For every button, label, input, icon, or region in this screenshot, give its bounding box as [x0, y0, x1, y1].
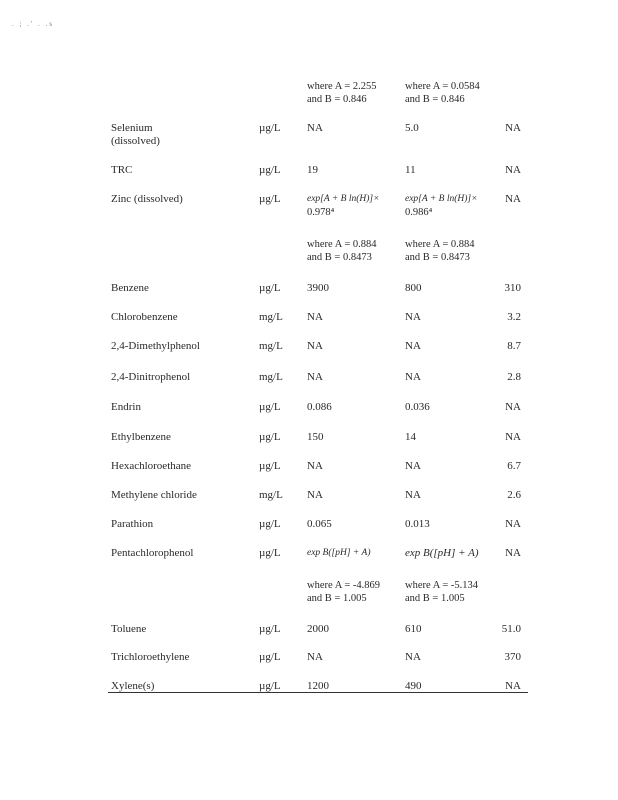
value-a: NA	[307, 311, 323, 323]
parameter-name: Trichloroethylene	[111, 651, 190, 663]
coef-b-line2: and B = 0.8473	[405, 252, 470, 263]
formula-b-line1: exp[A + B ln(H)]×	[405, 194, 478, 204]
value-a: NA	[307, 371, 323, 383]
unit: mg/L	[259, 489, 283, 501]
coef-b-line1: where A = 0.884	[405, 239, 475, 250]
value-c: 2.6	[507, 489, 521, 501]
value-c: NA	[505, 122, 521, 134]
value-c: 370	[504, 651, 521, 663]
unit: µg/L	[259, 282, 281, 294]
value-b: 0.013	[405, 518, 430, 530]
parameter-name: Ethylbenzene	[111, 431, 171, 443]
unit: µg/L	[259, 193, 281, 205]
value-c: 3.2	[507, 311, 521, 323]
value-b: 800	[405, 282, 422, 294]
value-b: NA	[405, 651, 421, 663]
formula-b-line2: 0.986⁴	[405, 207, 433, 218]
parameter-name: Pentachlorophenol	[111, 547, 194, 559]
value-b: NA	[405, 489, 421, 501]
unit: mg/L	[259, 311, 283, 323]
value-a: NA	[307, 489, 323, 501]
value-c: NA	[505, 431, 521, 443]
value-c: 310	[504, 282, 521, 294]
coef-a-line2: and B = 0.846	[307, 94, 367, 105]
value-c: NA	[505, 547, 521, 559]
value-a: 150	[307, 431, 324, 443]
value-b: 490	[405, 680, 422, 692]
unit: mg/L	[259, 340, 283, 352]
value-b: NA	[405, 371, 421, 383]
value-a: NA	[307, 122, 323, 134]
value-b: 14	[405, 431, 416, 443]
value-b: NA	[405, 311, 421, 323]
formula-b: exp B([pH] + A)	[405, 547, 479, 559]
value-b: 11	[405, 164, 416, 176]
value-c: NA	[505, 518, 521, 530]
unit: µg/L	[259, 547, 281, 559]
value-b: NA	[405, 460, 421, 472]
unit: mg/L	[259, 371, 283, 383]
value-c: NA	[505, 164, 521, 176]
parameter-name: TRC	[111, 164, 133, 176]
value-b: NA	[405, 340, 421, 352]
unit: µg/L	[259, 401, 281, 413]
parameter-name: Xylene(s)	[111, 680, 155, 692]
value-c: NA	[505, 401, 521, 413]
coef-a-line1: where A = 2.255	[307, 81, 377, 92]
unit: µg/L	[259, 122, 281, 134]
value-a: 2000	[307, 623, 329, 635]
parameter-name: 2,4-Dinitrophenol	[111, 371, 191, 383]
parameter-name: Endrin	[111, 401, 141, 413]
parameter-name: Selenium	[111, 122, 153, 134]
formula-a-line1: exp[A + B ln(H)]×	[307, 194, 380, 204]
unit: µg/L	[259, 651, 281, 663]
value-b: 5.0	[405, 122, 419, 134]
value-a: NA	[307, 651, 323, 663]
parameter-name: Hexachloroethane	[111, 460, 192, 472]
value-b: 0.036	[405, 401, 430, 413]
formula-a-line2: 0.978⁴	[307, 207, 335, 218]
coef-a-line1: where A = -4.869	[307, 580, 380, 591]
unit: µg/L	[259, 518, 281, 530]
coef-a-line2: and B = 0.8473	[307, 252, 372, 263]
page-mark: . ; .' . .s	[12, 20, 54, 28]
unit: µg/L	[259, 460, 281, 472]
value-a: 3900	[307, 282, 329, 294]
parameter-name: Parathion	[111, 518, 154, 530]
value-a: 19	[307, 164, 318, 176]
parameter-name: Benzene	[111, 282, 149, 294]
unit: µg/L	[259, 623, 281, 635]
value-c: 8.7	[507, 340, 521, 352]
value-c: 51.0	[501, 623, 521, 635]
parameter-name: 2,4-Dimethylphenol	[111, 340, 200, 352]
unit: µg/L	[259, 680, 281, 692]
coef-b-line2: and B = 1.005	[405, 593, 465, 604]
value-c: 2.8	[507, 371, 521, 383]
parameter-name: Zinc (dissolved)	[111, 193, 183, 205]
coef-a-line1: where A = 0.884	[307, 239, 377, 250]
coef-b-line2: and B = 0.846	[405, 94, 465, 105]
parameter-name-line2: (dissolved)	[111, 135, 160, 147]
parameter-name: Methylene chloride	[111, 489, 197, 501]
unit: µg/L	[259, 431, 281, 443]
unit: µg/L	[259, 164, 281, 176]
parameter-name: Chlorobenzene	[111, 311, 178, 323]
value-a: NA	[307, 340, 323, 352]
formula-a: exp B([pH] + A)	[307, 548, 371, 558]
value-b: 610	[405, 623, 422, 635]
value-c: NA	[505, 193, 521, 205]
value-c: NA	[505, 680, 521, 692]
coef-b-line1: where A = -5.134	[405, 580, 478, 591]
parameter-name: Toluene	[111, 623, 147, 635]
value-a: 0.086	[307, 401, 332, 413]
value-a: 0.065	[307, 518, 332, 530]
coef-b-line1: where A = 0.0584	[405, 81, 480, 92]
value-a: 1200	[307, 680, 329, 692]
value-a: NA	[307, 460, 323, 472]
coef-a-line2: and B = 1.005	[307, 593, 367, 604]
value-c: 6.7	[507, 460, 521, 472]
table-bottom-rule	[108, 692, 528, 693]
